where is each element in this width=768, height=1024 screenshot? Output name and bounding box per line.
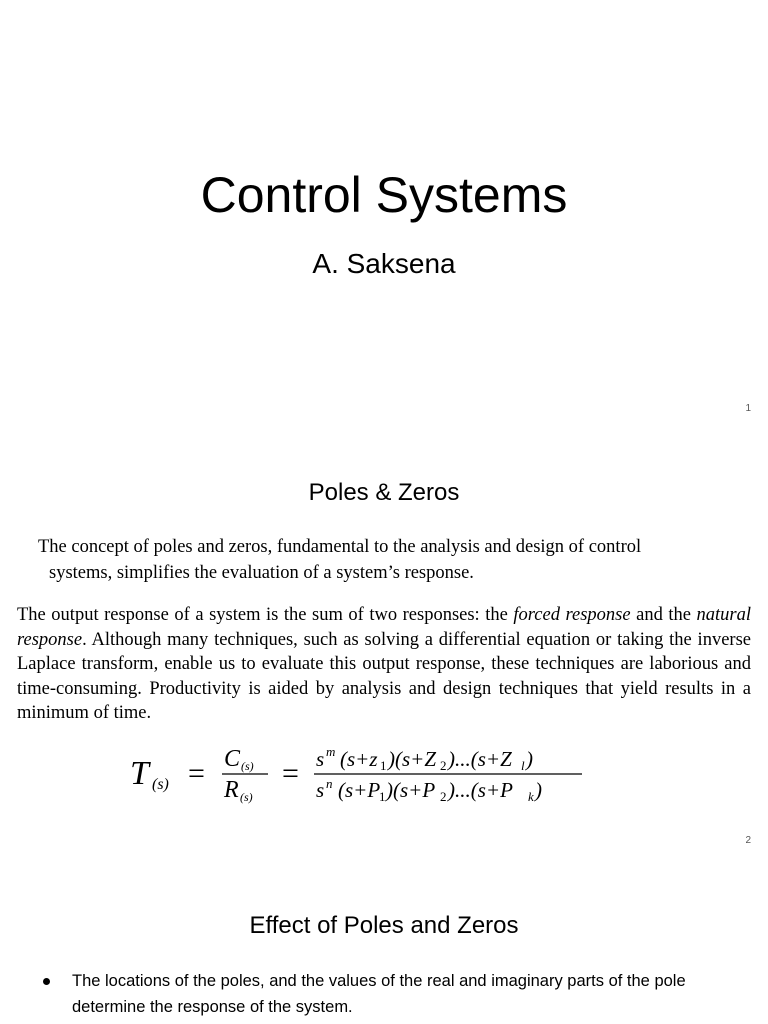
page-number: 2: [745, 835, 751, 846]
formula-frac1-den-sub: (s): [240, 790, 253, 804]
formula-equals-2: =: [282, 757, 299, 790]
den-sub2: 2: [440, 789, 447, 804]
num-term3: )...(s+Z: [448, 747, 512, 771]
den-term1: (s+P: [338, 778, 381, 802]
num-exp: m: [326, 744, 336, 759]
num-term1: (s+z: [340, 747, 378, 771]
num-sub1: 1: [380, 758, 387, 773]
body-text-3: . Although many techniques, such as solving a differential equation or taking the inverse Laplace transform, enable us to evaluate this output response, these techniques are laborious and time-consuming. Productivity is aided by analysis and design techniques that yield results in a minimum of time.: [17, 629, 751, 723]
slide-heading-effect: Effect of Poles and Zeros: [249, 912, 519, 939]
num-s: s: [316, 747, 325, 771]
intro-line-1: The concept of poles and zeros, fundamental to the analysis and design of control: [38, 537, 642, 557]
formula-frac1-num-sub: (s): [241, 759, 254, 773]
num-sub2: 2: [440, 758, 447, 773]
bullet-list: [40, 968, 730, 1020]
num-term2: )(s+Z: [388, 747, 437, 771]
formula-lhs-sub: (s): [152, 776, 169, 793]
num-sub3: l: [521, 758, 525, 773]
formula-numerator: [316, 744, 533, 773]
den-close: ): [535, 778, 542, 802]
bullet-icon: [43, 978, 50, 985]
page-number: 1: [745, 403, 751, 414]
body-emphasis-natural: natural response: [17, 605, 752, 650]
slide-heading-poles-zeros: Poles & Zeros: [308, 479, 460, 506]
formula-lhs: T: [130, 755, 149, 792]
transfer-function-formula: [130, 742, 600, 806]
list-item: [40, 968, 730, 1020]
body-paragraph: [17, 603, 751, 726]
den-term3: )...(s+P: [448, 778, 513, 802]
body-text-2: and the: [630, 605, 697, 625]
intro-paragraph: [38, 534, 718, 586]
den-term2: )(s+P: [386, 778, 436, 802]
den-sub1: 1: [379, 789, 386, 804]
body-emphasis-forced: forced response: [513, 605, 631, 625]
formula-graphic: [130, 742, 600, 806]
body-text-1: The output response of a system is the sum of two responses: the: [17, 605, 514, 625]
slide-author: A. Saksena: [312, 248, 456, 279]
formula-denominator: [316, 776, 542, 804]
formula-frac1-num: C: [224, 746, 241, 772]
den-s: s: [316, 778, 325, 802]
slide-title: Control Systems: [200, 167, 568, 223]
num-close: ): [526, 747, 533, 771]
bullet-text: The locations of the poles, and the values of the real and imaginary parts of the pole determine the response of the system.: [72, 972, 686, 1016]
formula-frac1-den: R: [224, 777, 239, 803]
intro-line-2: systems, simplifies the evaluation of a system’s response.: [49, 563, 474, 583]
den-exp: n: [326, 776, 333, 791]
den-sub3: k: [528, 789, 534, 804]
formula-equals-1: =: [188, 757, 205, 790]
